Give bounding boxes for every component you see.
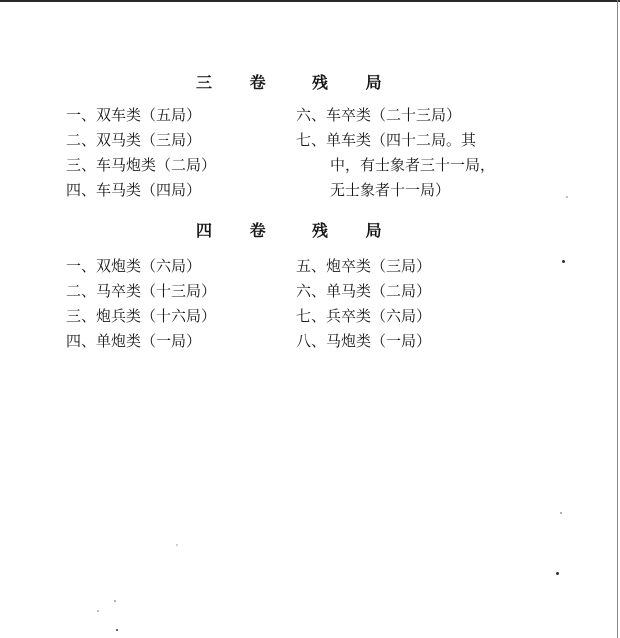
list-item: 三、炮兵类（十六局）	[66, 307, 217, 325]
scan-speck	[116, 629, 118, 631]
volume-three-title: 三 卷	[196, 73, 282, 92]
volume-three-right-list	[296, 103, 495, 203]
list-item: 四、车马类（四局）	[66, 181, 202, 199]
volume-four-subtitle: 残 局	[312, 221, 398, 240]
scan-speck	[566, 196, 568, 198]
scan-speck	[176, 544, 178, 546]
list-item: 五、炮卒类（三局）	[296, 257, 432, 275]
list-item-continuation: 中，有士象者三十一局，	[330, 156, 496, 174]
list-item: 八、马炮类（一局）	[296, 332, 432, 350]
list-item: 四、单炮类（一局）	[66, 332, 202, 350]
list-item: 一、双车类（五局）	[66, 106, 202, 124]
volume-three-left-list	[66, 103, 216, 203]
list-item: 七、兵卒类（六局）	[296, 307, 432, 325]
page-top-edge	[0, 0, 620, 2]
scan-speck	[562, 260, 565, 263]
scan-speck	[560, 512, 562, 514]
scan-speck	[114, 600, 116, 602]
volume-four-left-list	[66, 254, 216, 354]
list-item: 三、车马炮类（二局）	[66, 156, 217, 174]
volume-four-right-list	[296, 254, 431, 354]
list-item: 一、双炮类（六局）	[66, 257, 202, 275]
list-item: 六、单马类（二局）	[296, 282, 432, 300]
volume-three-subtitle: 残 局	[312, 73, 398, 92]
list-item: 二、双马类（三局）	[66, 131, 202, 149]
list-item: 六、车卒类（二十三局）	[296, 106, 462, 124]
list-item-continuation: 无士象者十一局）	[330, 181, 451, 199]
list-item: 二、马卒类（十三局）	[66, 282, 217, 300]
page-right-edge	[617, 0, 618, 638]
list-item: 七、单车类（四十二局。其	[296, 131, 477, 149]
scan-speck	[97, 610, 99, 612]
volume-four-title: 四 卷	[196, 221, 282, 240]
scan-speck	[556, 572, 559, 575]
